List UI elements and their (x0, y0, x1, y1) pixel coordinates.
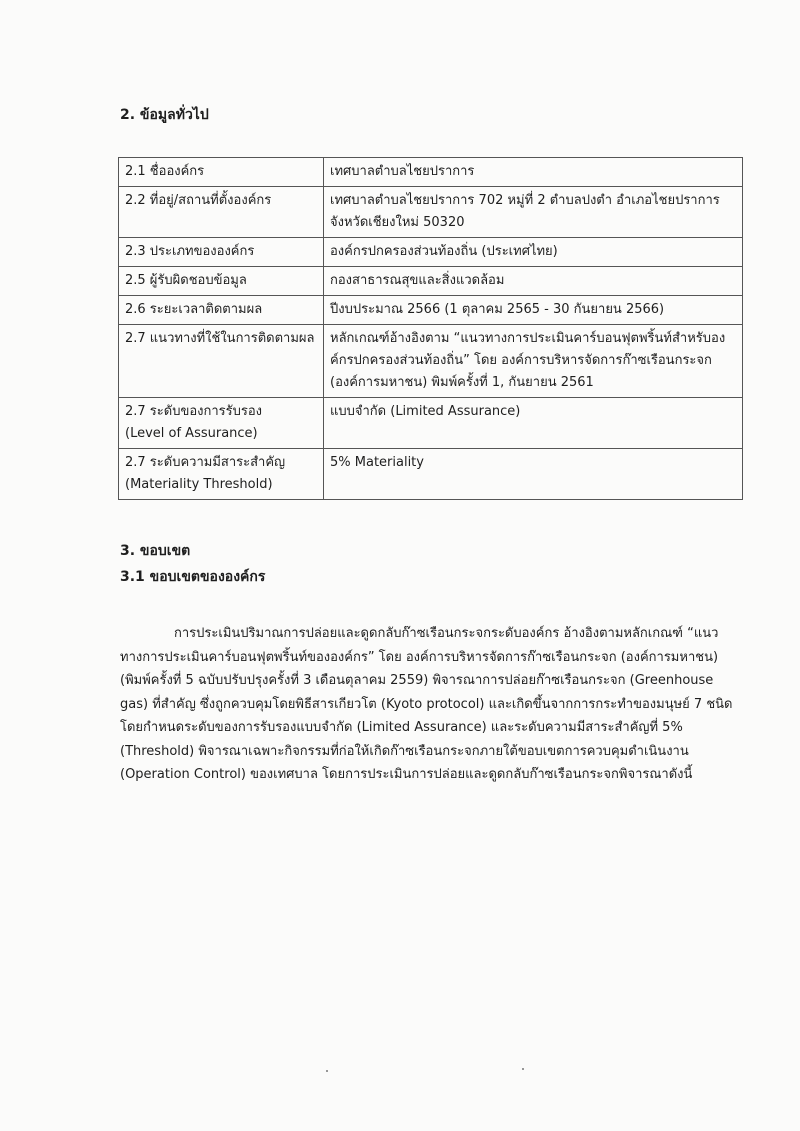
info-key-text: 2.7 ระดับความมีสาระสำคัญ (125, 455, 286, 470)
info-key-cell (119, 267, 324, 296)
info-value-cell (324, 267, 743, 296)
info-value-cell (324, 449, 743, 500)
info-value-text: เทศบาลตำบลไชยปราการ 702 หมู่ที่ 2 ตำบลปงตำ อำเภอไชยปราการ (330, 193, 720, 208)
info-value-cell (324, 187, 743, 238)
info-key-cell (119, 238, 324, 267)
info-row (119, 238, 743, 267)
info-row (119, 398, 743, 449)
info-row (119, 187, 743, 238)
info-value-text: จังหวัดเชียงใหม่ 50320 (330, 215, 465, 230)
info-key-cell (119, 187, 324, 238)
info-value-text: แบบจำกัด (Limited Assurance) (330, 404, 521, 419)
info-value-text: ค์กรปกครองส่วนท้องถิ่น” โดย องค์การบริหารจัดการก๊าซเรือนกระจก (330, 353, 712, 368)
paragraph-line: (พิมพ์ครั้งที่ 5 ฉบับปรับปรุงครั้งที่ 3 เดือนตุลาคม 2559) พิจารณาการปล่อยก๊าซเรือนกระจก (Greenhouse (120, 673, 714, 688)
info-row (119, 296, 743, 325)
info-key-cell (119, 398, 324, 449)
general-info-table (118, 157, 743, 500)
paragraph-line: (Threshold) พิจารณาเฉพาะกิจกรรมที่ก่อให้เกิดก๊าซเรือนกระจกภายใต้ขอบเขตการควบคุมดำเนินงาน (120, 743, 689, 759)
info-value-text: เทศบาลตำบลไชยปราการ (330, 164, 475, 179)
info-value-text: ปีงบประมาณ 2566 (1 ตุลาคม 2565 - 30 กันยายน 2566) (330, 302, 665, 317)
info-key-text: (Materiality Threshold) (125, 477, 273, 492)
info-value-text: องค์กรปกครองส่วนท้องถิ่น (ประเทศไทย) (330, 244, 558, 259)
info-value-text: (องค์การมหาชน) พิมพ์ครั้งที่ 1, กันยายน 2561 (330, 375, 594, 390)
paragraph-line: การประเมินปริมาณการปล่อยและดูดกลับก๊าซเรือนกระจกระดับองค์กร อ้างอิงตามหลักเกณฑ์ “แนว (174, 626, 719, 641)
info-key-text: 2.2 ที่อยู่/สถานที่ตั้งองค์กร (125, 193, 272, 208)
scan-speck (522, 1068, 524, 1070)
paragraph-line: (Operation Control) ของเทศบาล โดยการประเมินการปล่อยและดูดกลับก๊าซเรือนกระจกพิจารณาดังนี้ (120, 767, 693, 782)
info-key-text: 2.6 ระยะเวลาติดตามผล (125, 302, 263, 317)
info-row (119, 158, 743, 187)
info-key-text: 2.7 แนวทางที่ใช้ในการติดตามผล (125, 331, 315, 346)
info-row (119, 449, 743, 500)
info-value-cell (324, 325, 743, 398)
info-key-text: 2.5 ผู้รับผิดชอบข้อมูล (125, 273, 247, 288)
info-key-text: 2.3 ประเภทขององค์กร (125, 244, 255, 259)
info-value-text: กองสาธารณสุขและสิ่งแวดล้อม (330, 273, 505, 288)
info-key-text: 2.7 ระดับของการรับรอง (125, 404, 263, 419)
info-key-cell (119, 158, 324, 187)
section-3-heading: 3. ขอบเขต (120, 543, 191, 559)
info-row (119, 267, 743, 296)
info-key-text: 2.1 ชื่อองค์กร (125, 164, 205, 179)
info-value-text: หลักเกณฑ์อ้างอิงตาม “แนวทางการประเมินคาร์บอนฟุตพริ้นท์สำหรับอง (330, 331, 726, 346)
section-2-heading: 2. ข้อมูลทั่วไป (120, 107, 209, 123)
info-value-cell (324, 158, 743, 187)
info-value-cell (324, 398, 743, 449)
scope-paragraph (120, 622, 740, 787)
paragraph-line: gas) ที่สำคัญ ซึ่งถูกควบคุมโดยพิธีสารเกียวโต (Kyoto protocol) และเกิดขึ้นจากการกระทำของมนุษย์ 7 ชนิด (120, 696, 733, 712)
info-value-cell (324, 296, 743, 325)
paragraph-line: ทางการประเมินคาร์บอนฟุตพริ้นท์ขององค์กร” โดย องค์การบริหารจัดการก๊าซเรือนกระจก (องค์การมหาชน) (120, 649, 719, 665)
section-3-1-heading: 3.1 ขอบเขตขององค์กร (120, 569, 266, 585)
info-row (119, 325, 743, 398)
info-key-cell (119, 449, 324, 500)
info-key-text: (Level of Assurance) (125, 426, 258, 441)
info-key-cell (119, 325, 324, 398)
info-value-cell (324, 238, 743, 267)
scan-speck (326, 1070, 328, 1072)
info-value-text: 5% Materiality (330, 455, 424, 470)
info-key-cell (119, 296, 324, 325)
paragraph-line: โดยกำหนดระดับของการรับรองแบบจำกัด (Limited Assurance) และระดับความมีสาระสำคัญที่ 5% (120, 720, 683, 735)
